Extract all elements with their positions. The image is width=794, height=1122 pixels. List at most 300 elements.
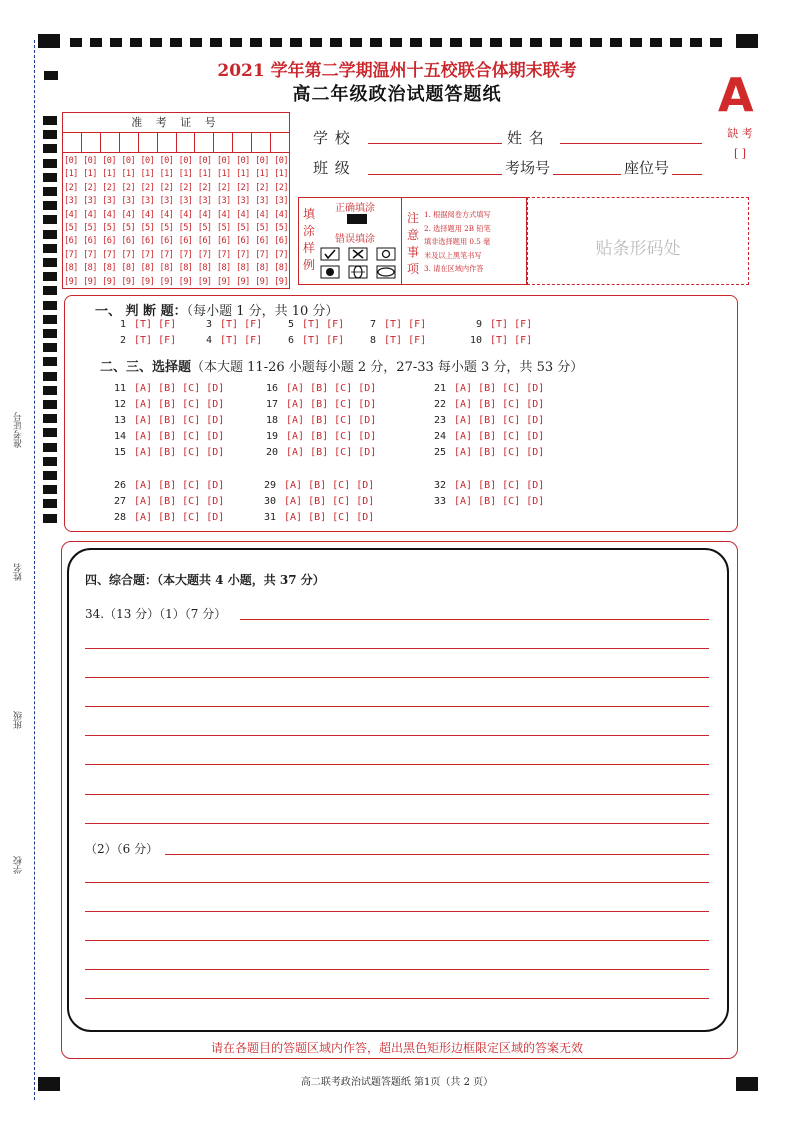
answer-options[interactable]: [T] [F] (490, 319, 533, 330)
answer-options[interactable]: [T] [F] (302, 335, 345, 346)
question-item[interactable] (424, 383, 544, 394)
exam-id-bubble[interactable]: [2] (83, 182, 97, 193)
answer-options[interactable]: [A] [B] [C] [D] (284, 496, 375, 507)
exam-id-bubble[interactable]: [6] (140, 236, 155, 247)
question-number: 33 (433, 496, 446, 507)
exam-id-bubble[interactable]: [3] (235, 196, 250, 207)
timing-mark (43, 457, 57, 466)
timing-mark (370, 38, 382, 47)
class-field[interactable] (368, 174, 502, 175)
timing-mark (43, 343, 57, 352)
timing-mark (43, 258, 57, 267)
exam-id-row[interactable] (64, 276, 288, 289)
exam-id-bubble[interactable]: [0] (102, 156, 116, 166)
exam-id-bubble[interactable]: [3] (83, 196, 97, 207)
exam-id-row[interactable] (64, 155, 288, 168)
answer-options[interactable]: [T] [F] (302, 319, 345, 330)
question-number: 31 (263, 512, 276, 523)
exam-id-bubble[interactable]: [5] (235, 222, 250, 233)
exam-id-bubble[interactable]: [5] (64, 222, 78, 233)
question-item[interactable] (354, 335, 426, 346)
timing-mark (570, 38, 582, 47)
timing-mark (43, 485, 57, 494)
exam-id-bubble[interactable]: [4] (159, 209, 174, 220)
answer-line[interactable] (165, 854, 709, 855)
timing-mark (270, 38, 282, 47)
exam-id-bubble[interactable]: [8] (64, 263, 78, 274)
question-item[interactable] (460, 335, 532, 346)
exam-id-bubble[interactable]: [5] (274, 222, 288, 233)
exam-id-bubble[interactable]: [8] (197, 263, 212, 274)
school-field[interactable] (368, 143, 502, 144)
exam-id-bubble[interactable]: [5] (197, 222, 212, 233)
exam-id-bubble[interactable]: [4] (102, 209, 116, 220)
timing-mark (43, 400, 57, 409)
exam-id-bubble[interactable]: [8] (102, 263, 116, 274)
answer-line[interactable] (85, 998, 709, 999)
answer-options[interactable]: [T] [F] (134, 319, 177, 330)
question-item[interactable] (104, 496, 224, 507)
question-item[interactable] (256, 415, 376, 426)
exam-title: 2021 学年第二学期温州十五校联合体期末联考 (217, 61, 577, 81)
room-field[interactable] (553, 174, 621, 175)
exam-id-bubble[interactable]: [5] (159, 222, 174, 233)
exam-id-bubble[interactable]: [5] (255, 222, 269, 233)
question-number: 17 (265, 399, 278, 410)
answer-options[interactable]: [A] [B] [C] [D] (134, 415, 225, 426)
question-number: 8 (369, 335, 376, 346)
exam-id-bubble[interactable]: [1] (178, 169, 193, 180)
exam-id-grid (62, 112, 290, 289)
question-item[interactable] (104, 480, 224, 491)
answer-options[interactable]: [T] [F] (220, 335, 263, 346)
timing-mark (650, 38, 662, 47)
exam-id-bubble[interactable]: [4] (197, 209, 212, 220)
exam-id-bubble[interactable]: [8] (178, 263, 193, 274)
side-label-school: 学校 (14, 856, 24, 874)
question-number: 3 (205, 319, 212, 330)
timing-mark (590, 38, 602, 47)
question-item[interactable] (272, 335, 344, 346)
name-field[interactable] (560, 143, 702, 144)
answer-options[interactable]: [A] [B] [C] [D] (134, 399, 225, 410)
exam-id-bubble[interactable]: [2] (178, 182, 193, 193)
timing-mark (130, 38, 142, 47)
timing-mark (250, 38, 262, 47)
exam-id-bubble[interactable]: [0] (255, 156, 269, 166)
answer-options[interactable]: [A] [B] [C] [D] (284, 480, 375, 491)
choice-heading: 二、三、选择题（本大题 11-26 小题每小题 2 分，27-33 每小题 3 分，共 53 分） (100, 360, 584, 375)
answer-line[interactable] (85, 882, 709, 883)
wide-oval-icon (378, 268, 394, 276)
timing-mark (43, 329, 57, 338)
timing-mark (690, 38, 702, 47)
exam-id-bubble[interactable]: [6] (159, 236, 174, 247)
question-item[interactable] (104, 399, 224, 410)
answer-options[interactable]: [T] [F] (134, 335, 177, 346)
question-number: 20 (265, 447, 278, 458)
side-label-name: 姓名 (14, 563, 24, 581)
answer-options[interactable]: [A] [B] [C] [D] (286, 415, 377, 426)
timing-mark (510, 38, 522, 47)
exam-id-bubble[interactable]: [9] (178, 276, 193, 287)
question-item[interactable] (272, 319, 344, 330)
answer-options[interactable]: [A] [B] [C] [D] (134, 496, 225, 507)
exam-id-bubble[interactable]: [6] (235, 236, 250, 247)
timing-mark (43, 499, 57, 508)
exam-id-bubble[interactable]: [8] (140, 263, 155, 274)
exam-id-bubble[interactable]: [7] (159, 249, 174, 260)
timing-mark (43, 215, 57, 224)
notes-list: 1. 根据阅卷方式填写 2. 选择题用 2B 铅笔 填非选择题用 0.5 毫 米及以上黑笔书写 3. 请在区域内作答 (424, 210, 491, 274)
exam-id-bubble[interactable]: [6] (64, 236, 78, 247)
answer-options[interactable]: [A] [B] [C] [D] (286, 383, 377, 394)
exam-id-bubble[interactable]: [5] (102, 222, 116, 233)
exam-id-bubble[interactable]: [3] (274, 196, 288, 207)
exam-id-bubble[interactable]: [6] (216, 236, 231, 247)
exam-id-bubble[interactable]: [0] (235, 156, 250, 166)
answer-options[interactable]: [A] [B] [C] [D] (134, 447, 225, 458)
question-number: 30 (263, 496, 276, 507)
question-number: 12 (113, 399, 126, 410)
exam-id-bubble[interactable]: [9] (235, 276, 250, 287)
fill-sample-box (298, 197, 402, 285)
corner-mark-tl (38, 34, 60, 48)
question-item[interactable] (256, 399, 376, 410)
exam-id-bubble[interactable]: [9] (274, 276, 288, 287)
exam-id-bubble[interactable]: [1] (83, 169, 97, 180)
exam-id-bubble[interactable]: [6] (255, 236, 269, 247)
exam-id-bubble[interactable]: [0] (216, 156, 231, 166)
absent-label: 缺 考 (727, 127, 753, 140)
answer-options[interactable]: [A] [B] [C] [D] (454, 415, 545, 426)
exam-id-bubble[interactable]: [8] (159, 263, 174, 274)
question-item[interactable] (256, 383, 376, 394)
exam-id-bubble[interactable]: [1] (255, 169, 269, 180)
school-label: 学 校 (313, 129, 351, 147)
exam-id-bubble[interactable]: [3] (159, 196, 174, 207)
exam-id-bubble[interactable]: [1] (235, 169, 250, 180)
exam-id-bubble[interactable]: [3] (140, 196, 155, 207)
question-number: 11 (113, 383, 126, 394)
question-number: 2 (119, 335, 126, 346)
absent-box[interactable]: [ ] (733, 147, 747, 160)
q34-2-label: （2）（6 分） (85, 842, 159, 856)
exam-id-bubble[interactable]: [8] (216, 263, 231, 274)
answer-options[interactable]: [A] [B] [C] [D] (134, 431, 225, 442)
question-item[interactable] (424, 431, 544, 442)
answer-options[interactable]: [A] [B] [C] [D] (454, 447, 545, 458)
question-item[interactable] (254, 512, 374, 523)
question-item[interactable] (424, 447, 544, 458)
question-item[interactable] (256, 447, 376, 458)
question-item[interactable] (424, 496, 544, 507)
question-item[interactable] (104, 415, 224, 426)
exam-id-bubble[interactable]: [8] (255, 263, 269, 274)
exam-id-bubble[interactable]: [9] (140, 276, 155, 287)
timing-mark (43, 357, 57, 366)
exam-id-bubble[interactable]: [3] (178, 196, 193, 207)
question-item[interactable] (254, 496, 374, 507)
timing-mark (43, 144, 57, 153)
exam-id-bubble[interactable]: [4] (255, 209, 269, 220)
exam-id-bubble[interactable]: [0] (197, 156, 212, 166)
question-item[interactable] (104, 383, 224, 394)
timing-mark (190, 38, 202, 47)
cross-icon (353, 250, 363, 258)
exam-id-bubble[interactable]: [7] (140, 249, 155, 260)
exam-id-bubble[interactable]: [4] (140, 209, 155, 220)
exam-id-bubble[interactable]: [0] (159, 156, 174, 166)
answer-options[interactable]: [A] [B] [C] [D] (454, 383, 545, 394)
question-number: 7 (369, 319, 376, 330)
exam-id-bubble[interactable]: [5] (121, 222, 136, 233)
exam-id-bubble[interactable]: [3] (216, 196, 231, 207)
answer-options[interactable]: [T] [F] (220, 319, 263, 330)
exam-id-bubble[interactable]: [9] (121, 276, 136, 287)
exam-id-bubble[interactable]: [9] (102, 276, 116, 287)
exam-id-bubble[interactable]: [2] (102, 182, 116, 193)
timing-mark (43, 130, 57, 139)
timing-mark (43, 514, 57, 523)
judge-heading: 一、 判 断 题：（每小题 1 分，共 10 分） (95, 304, 339, 319)
question-item[interactable] (424, 415, 544, 426)
absent-marker[interactable] (720, 124, 760, 164)
exam-id-bubble[interactable]: [4] (274, 209, 288, 220)
answer-line[interactable] (85, 677, 709, 678)
timing-mark (290, 38, 302, 47)
exam-id-row[interactable] (64, 249, 288, 262)
notes-box (402, 197, 527, 285)
exam-id-bubble[interactable]: [7] (235, 249, 250, 260)
question-number: 14 (113, 431, 126, 442)
timing-mark (43, 187, 57, 196)
timing-mark (43, 116, 57, 125)
exam-id-bubble[interactable]: [4] (235, 209, 250, 220)
exam-id-bubble[interactable]: [6] (178, 236, 193, 247)
side-label-class: 班级 (14, 711, 24, 729)
exam-id-bubble[interactable]: [1] (121, 169, 136, 180)
timing-mark (43, 286, 57, 295)
answer-line[interactable] (85, 735, 709, 736)
exam-id-bubble[interactable]: [2] (197, 182, 212, 193)
question-number: 6 (287, 335, 294, 346)
exam-id-row[interactable] (64, 182, 288, 195)
question-number: 21 (433, 383, 446, 394)
question-item[interactable] (254, 480, 374, 491)
answer-options[interactable]: [A] [B] [C] [D] (286, 447, 377, 458)
exam-id-bubble[interactable]: [9] (64, 276, 78, 287)
exam-id-bubble[interactable]: [1] (216, 169, 231, 180)
answer-line[interactable] (85, 940, 709, 941)
answer-options[interactable]: [A] [B] [C] [D] (284, 512, 375, 523)
timing-mark (43, 386, 57, 395)
exam-id-bubble[interactable]: [8] (274, 263, 288, 274)
timing-mark (410, 38, 422, 47)
exam-id-bubble[interactable]: [6] (274, 236, 288, 247)
answer-options[interactable]: [A] [B] [C] [D] (286, 431, 377, 442)
answer-line[interactable] (85, 911, 709, 912)
question-item[interactable] (104, 447, 224, 458)
exam-id-bubble[interactable]: [6] (121, 236, 136, 247)
name-label: 姓 名 (507, 129, 545, 147)
question-number: 15 (113, 447, 126, 458)
answer-options[interactable]: [A] [B] [C] [D] (454, 431, 545, 442)
exam-id-bubble[interactable]: [9] (197, 276, 212, 287)
question-number: 25 (433, 447, 446, 458)
answer-options[interactable]: [A] [B] [C] [D] (134, 480, 225, 491)
answer-options[interactable]: [T] [F] (384, 335, 427, 346)
timing-mark (43, 201, 57, 210)
exam-id-bubble[interactable]: [1] (102, 169, 116, 180)
exam-id-bubble[interactable]: [0] (64, 156, 78, 166)
seat-field[interactable] (672, 174, 702, 175)
exam-id-bubble[interactable]: [7] (121, 249, 136, 260)
answer-options[interactable]: [A] [B] [C] [D] (454, 480, 545, 491)
exam-id-bubble[interactable]: [9] (83, 276, 97, 287)
exam-id-bubble[interactable]: [7] (197, 249, 212, 260)
question-item[interactable] (424, 480, 544, 491)
exam-id-bubble[interactable]: [1] (197, 169, 212, 180)
timing-mark (90, 38, 102, 47)
exam-id-bubble[interactable]: [7] (102, 249, 116, 260)
exam-id-bubble[interactable]: [3] (197, 196, 212, 207)
exam-id-bubble[interactable]: [8] (83, 263, 97, 274)
question-item[interactable] (190, 335, 262, 346)
answer-options[interactable]: [A] [B] [C] [D] (454, 496, 545, 507)
timing-mark (43, 315, 57, 324)
exam-id-bubble[interactable]: [1] (64, 169, 78, 180)
exam-id-bubble[interactable]: [0] (121, 156, 136, 166)
exam-id-bubble[interactable]: [0] (140, 156, 155, 166)
timing-mark (230, 38, 242, 47)
exam-id-bubble[interactable]: [3] (121, 196, 136, 207)
exam-id-bubble[interactable]: [4] (64, 209, 78, 220)
answer-options[interactable]: [A] [B] [C] [D] (454, 399, 545, 410)
exam-id-bubble[interactable]: [1] (159, 169, 174, 180)
question-number: 23 (433, 415, 446, 426)
question-item[interactable] (104, 512, 224, 523)
timing-mark (470, 38, 482, 47)
exam-id-bubble[interactable]: [2] (140, 182, 155, 193)
timing-mark (110, 38, 122, 47)
answer-options[interactable]: [A] [B] [C] [D] (134, 512, 225, 523)
question-item[interactable] (104, 431, 224, 442)
exam-id-bubble[interactable]: [3] (102, 196, 116, 207)
exam-id-bubble[interactable]: [7] (178, 249, 193, 260)
exam-id-bubble[interactable]: [2] (159, 182, 174, 193)
question-number: 22 (433, 399, 446, 410)
exam-id-bubble[interactable]: [9] (255, 276, 269, 287)
corner-mark-tr (736, 34, 758, 48)
timing-mark (350, 38, 362, 47)
exam-id-bubble[interactable]: [2] (216, 182, 231, 193)
exam-id-bubble[interactable]: [2] (235, 182, 250, 193)
exam-id-bubble[interactable]: [7] (255, 249, 269, 260)
exam-id-bubble[interactable]: [7] (64, 249, 78, 260)
answer-options[interactable]: [T] [F] (384, 319, 427, 330)
exam-id-bubble[interactable]: [5] (178, 222, 193, 233)
exam-id-bubble[interactable]: [4] (178, 209, 193, 220)
answer-line[interactable] (240, 619, 709, 620)
exam-id-write-cells[interactable] (63, 133, 289, 153)
exam-id-row[interactable] (64, 222, 288, 235)
exam-id-bubble[interactable]: [2] (64, 182, 78, 193)
question-item[interactable] (256, 431, 376, 442)
exam-id-bubble[interactable]: [0] (274, 156, 288, 166)
timing-mark (43, 173, 57, 182)
answer-line[interactable] (85, 648, 709, 649)
answer-options[interactable]: [A] [B] [C] [D] (286, 399, 377, 410)
exam-id-row[interactable] (64, 262, 288, 275)
exam-id-row[interactable] (64, 235, 288, 248)
exam-id-bubble[interactable]: [6] (197, 236, 212, 247)
exam-id-bubble[interactable]: [9] (159, 276, 174, 287)
question-item[interactable] (190, 319, 262, 330)
exam-id-bubble[interactable]: [4] (121, 209, 136, 220)
exam-id-row[interactable] (64, 209, 288, 222)
exam-id-bubble[interactable]: [4] (83, 209, 97, 220)
timing-mark (43, 471, 57, 480)
exam-id-bubble[interactable]: [1] (274, 169, 288, 180)
timing-mark (43, 272, 57, 281)
answer-line[interactable] (85, 823, 709, 824)
timing-mark (170, 38, 182, 47)
exam-id-bubble[interactable]: [5] (216, 222, 231, 233)
question-number: 18 (265, 415, 278, 426)
exam-id-bubble[interactable]: [0] (83, 156, 97, 166)
answer-line[interactable] (85, 764, 709, 765)
exam-id-bubble[interactable]: [9] (216, 276, 231, 287)
question-item[interactable] (460, 319, 532, 330)
question-item[interactable] (104, 319, 176, 330)
answer-options[interactable]: [A] [B] [C] [D] (134, 383, 225, 394)
exam-id-row[interactable] (64, 195, 288, 208)
exam-id-bubble[interactable]: [4] (216, 209, 231, 220)
answer-line[interactable] (85, 969, 709, 970)
exam-id-bubble[interactable]: [2] (255, 182, 269, 193)
answer-line[interactable] (85, 794, 709, 795)
exam-id-bubble[interactable]: [7] (83, 249, 97, 260)
exam-id-bubble[interactable]: [7] (274, 249, 288, 260)
exam-id-bubble[interactable]: [3] (64, 196, 78, 207)
exam-id-bubble[interactable]: [2] (274, 182, 288, 193)
exam-id-bubble[interactable]: [8] (235, 263, 250, 274)
exam-id-bubble[interactable]: [6] (83, 236, 97, 247)
timing-mark (530, 38, 542, 47)
exam-id-bubble[interactable]: [7] (216, 249, 231, 260)
question-item[interactable] (354, 319, 426, 330)
answer-options[interactable]: [T] [F] (490, 335, 533, 346)
exam-id-bubbles[interactable] (64, 155, 288, 289)
question-item[interactable] (424, 399, 544, 410)
exam-id-bubble[interactable]: [5] (140, 222, 155, 233)
answer-line[interactable] (85, 706, 709, 707)
exam-id-bubble[interactable]: [0] (178, 156, 193, 166)
exam-id-label: 准 考 证 号 (63, 113, 289, 133)
sheet-title: 高二年级政治试题答题纸 (292, 84, 502, 105)
exam-id-bubble[interactable]: [2] (121, 182, 136, 193)
exam-id-bubble[interactable]: [6] (102, 236, 116, 247)
exam-id-bubble[interactable]: [8] (121, 263, 136, 274)
barcode-label: 贴条形码处 (595, 239, 681, 259)
barcode-area (527, 197, 749, 285)
exam-id-bubble[interactable]: [3] (255, 196, 269, 207)
exam-id-row[interactable] (64, 168, 288, 181)
exam-id-bubble[interactable]: [5] (83, 222, 97, 233)
question-item[interactable] (104, 335, 176, 346)
exam-id-bubble[interactable]: [1] (140, 169, 155, 180)
